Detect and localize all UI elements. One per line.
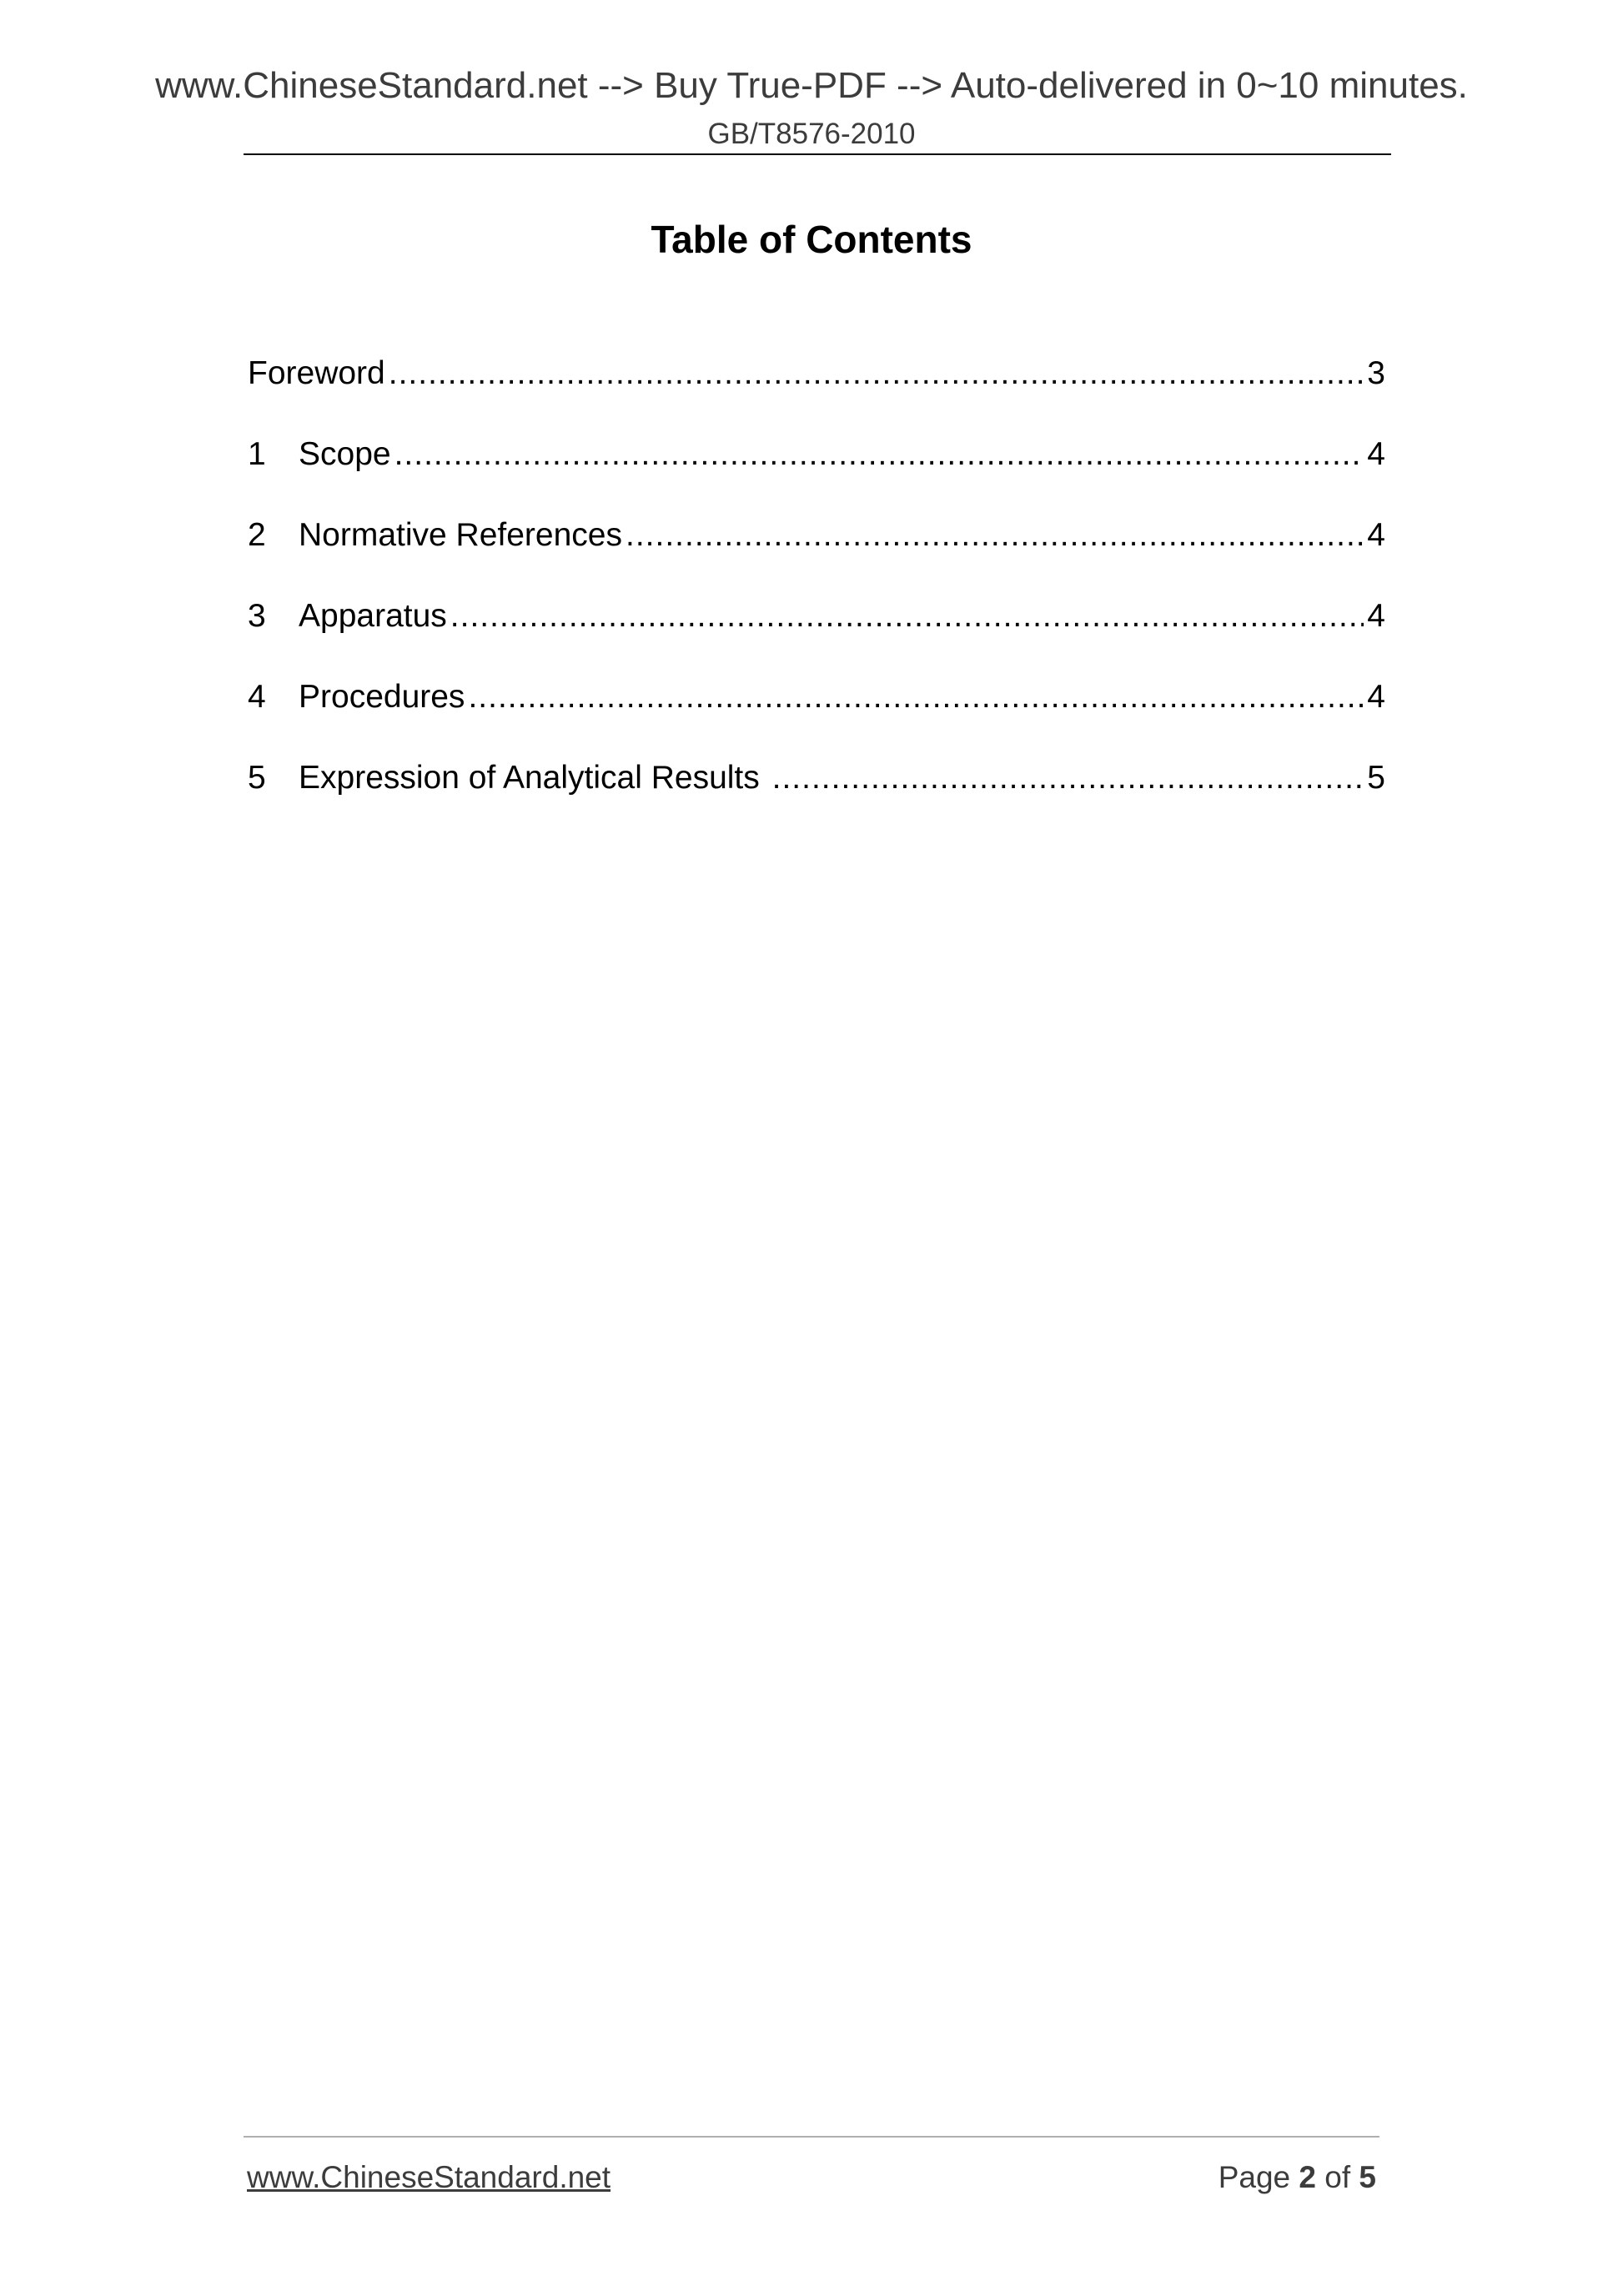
toc-dot-leader — [626, 512, 1364, 559]
toc-entry-expression-of-results[interactable] — [248, 755, 1385, 836]
toc-entry-number: 3 — [248, 598, 266, 634]
toc-dot-leader — [450, 593, 1364, 640]
standard-code: GB/T8576-2010 — [707, 118, 916, 150]
toc-dot-leader — [468, 674, 1364, 721]
toc-entry-label: Apparatus — [299, 598, 447, 634]
page-title: Table of Contents — [651, 218, 972, 261]
toc-dot-leader — [772, 755, 1364, 801]
toc-dot-leader — [394, 431, 1364, 478]
toc-entry-page: 4 — [1367, 679, 1385, 715]
toc-entry-number: 1 — [248, 436, 266, 472]
toc-entry-foreword[interactable] — [248, 350, 1385, 431]
toc-dot-leader — [389, 350, 1364, 397]
page-indicator — [1219, 2158, 1376, 2197]
toc-entry-page: 3 — [1367, 355, 1385, 391]
footer-site-link[interactable]: www.ChineseStandard.net — [247, 2160, 611, 2194]
toc-entry-page: 4 — [1367, 517, 1385, 553]
footer-divider — [244, 2136, 1379, 2138]
page-separator: of — [1316, 2160, 1359, 2194]
toc-entry-number: 4 — [248, 679, 266, 715]
toc-entry-label: Procedures — [299, 679, 465, 715]
header-divider — [244, 153, 1391, 155]
page-prefix: Page — [1218, 2160, 1299, 2194]
toc-entry-label: Normative References — [299, 517, 622, 553]
toc-entry-scope[interactable] — [248, 431, 1385, 512]
toc-entry-apparatus[interactable] — [248, 593, 1385, 674]
toc-entry-number: 2 — [248, 517, 266, 553]
toc-entry-page: 4 — [1367, 436, 1385, 472]
toc-entry-normative-references[interactable] — [248, 512, 1385, 593]
toc-list — [248, 350, 1385, 836]
toc-entry-label: Foreword — [248, 355, 385, 391]
toc-entry-label: Expression of Analytical Results — [299, 760, 769, 796]
header-banner: www.ChineseStandard.net --> Buy True-PDF --> Auto-delivered in 0~10 minutes. — [155, 65, 1468, 106]
toc-entry-number: 5 — [248, 760, 266, 796]
toc-entry-procedures[interactable] — [248, 674, 1385, 755]
current-page-number: 2 — [1299, 2160, 1316, 2194]
total-page-count: 5 — [1359, 2160, 1376, 2194]
toc-entry-page: 4 — [1367, 598, 1385, 634]
toc-entry-page: 5 — [1367, 760, 1385, 796]
toc-entry-label: Scope — [299, 436, 391, 472]
